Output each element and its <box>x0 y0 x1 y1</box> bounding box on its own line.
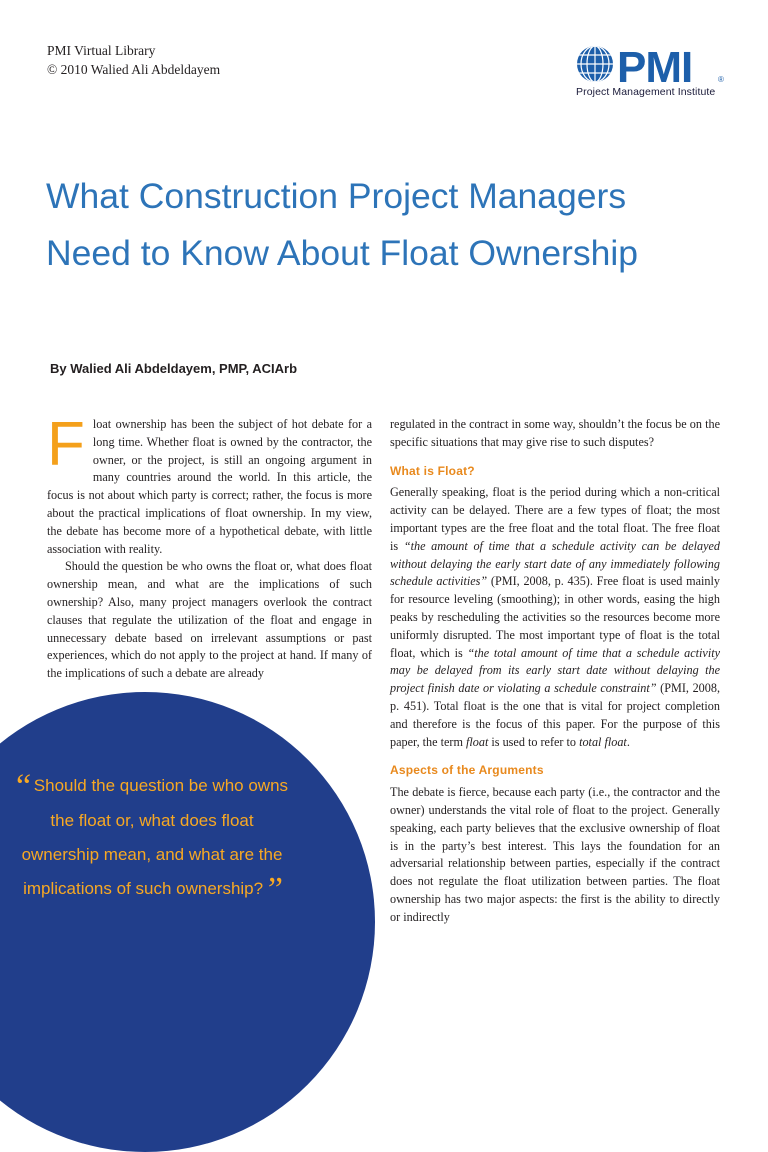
continued-paragraph: regulated in the contract in some way, shouldn’t the focus be on the specific situations that may give rise to such disputes? <box>390 417 720 449</box>
pull-quote <box>12 769 292 907</box>
registered-mark: ® <box>718 75 724 84</box>
logo-caption: Project Management Institute <box>576 86 716 98</box>
globe-logo-icon <box>576 44 726 86</box>
copyright-line: © 2010 Walied Ali Abdeldayem <box>47 62 221 77</box>
right-column <box>390 416 720 927</box>
section-heading-aspects: Aspects of the Arguments <box>390 763 544 778</box>
pull-quote-circle <box>0 692 375 1152</box>
pmi-logo <box>576 44 726 100</box>
text-span: Generally speaking, float is the period during which a non-critical activity can be delayed. There are a few types of float; the most important types are the free float and the total float. The free float is <box>390 485 720 553</box>
body-paragraph: Should the question be who owns the float or, what does float ownership mean, and what are the implications of such ownership? Also, many project managers overlook the contract clauses that regulate the utilization of the float and engage in unnecessary debate based on irrelevant assumptions or past experiences, which do not apply to the project at hand. If many of the implications of such a debate are already <box>47 559 372 681</box>
dropcap: F <box>47 410 85 479</box>
emphasis-term: total float <box>579 734 627 749</box>
library-name: PMI Virtual Library <box>47 43 156 58</box>
article-title: What Construction Project Managers Need to Know About Float Ownership <box>46 176 639 273</box>
intro-paragraph <box>47 410 372 558</box>
pull-quote-text: Should the question be who owns the float or, what does float ownership mean, and what are the implications of such ownership? <box>21 776 289 898</box>
text-span: . <box>626 734 630 749</box>
aspects-paragraph: The debate is fierce, because each party (i.e., the contractor and the owner) understands the vital role of float to the project. Generally speaking, each party believes that the exclusive ownership of float is in the party’s best interest. This lays the foundation for an adversarial relationship between parties, especially if the contract does not regulate the float utilization between parties. The float ownership has two major aspects: the first is the ability to directly or indirectly <box>390 785 720 924</box>
close-quote-mark: ” <box>267 871 281 908</box>
open-quote-mark: “ <box>15 768 30 805</box>
float-definition-paragraph <box>390 484 720 751</box>
emphasis-term: float <box>466 734 489 749</box>
quoted-definition: “the amount of time that a schedule activity can be delayed without delaying the early start date of any immediately following schedule activities” <box>390 538 720 589</box>
intro-text: loat ownership has been the subject of hot debate for a long time. Whether float is owned by the contractor, the owner, or the project, is still an ongoing argument in many countries around the world. In this article, the focus is not about which party is correct; rather, the focus is more about the practical implications of float ownership. In my view, the debate has become more of a hypothetical debate, with little association with reality. <box>47 417 372 556</box>
text-span: is used to refer to <box>488 734 580 749</box>
document-header <box>47 41 220 79</box>
logo-wordmark: PMI <box>617 44 693 86</box>
section-heading-what-is-float: What is Float? <box>390 463 475 478</box>
left-column <box>47 410 372 683</box>
text-span: (PMI, 2008, p. 451). Total float is the one that is vital for project completion and therefore is the focus of this paper. For the purpose of this paper, the term <box>390 681 720 749</box>
quoted-definition: “the total amount of time that a schedule activity may be delayed from its early start date without delaying the project finish date or violating a schedule constraint” <box>390 645 720 696</box>
byline: By Walied Ali Abdeldayem, PMP, ACIArb <box>50 361 298 376</box>
text-span: (PMI, 2008, p. 435). Free float is used mainly for resource leveling (smoothing); in other words, easing the high peaks by rescheduling the activities so the resources become more uniformly disrupted. The most important type of float is the total float, which is <box>390 574 720 660</box>
